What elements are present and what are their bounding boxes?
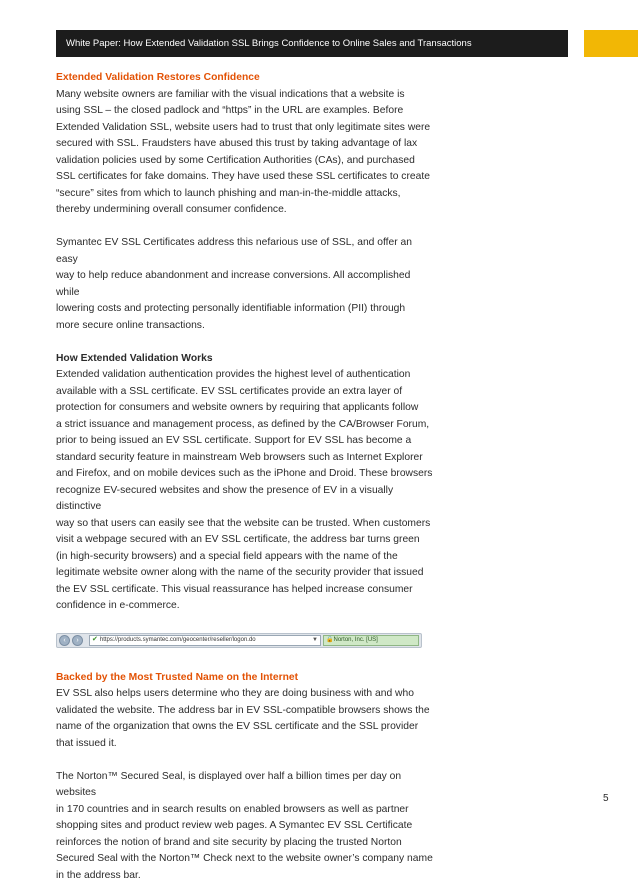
page-header [56,30,568,57]
padlock-icon: 🔒 [326,635,333,646]
paragraph-line: confidence in e-commerce. [56,598,436,615]
paragraph-line: shopping sites and product review web pages. A Symantec EV SSL Certificate [56,818,436,835]
paragraph-line: in 170 countries and in search results on enabled browsers as well as partner [56,802,436,819]
paragraph-line: protection for consumers and website owners by requiring that applicants follow [56,400,436,417]
paragraph-line: way so that users can easily see that the website can be trusted. When customers [56,516,436,533]
norton-check-icon: ✔ [92,635,98,646]
paragraph-line: secured with SSL. Fraudsters have abused this trust by taking advantage of lax [56,136,436,153]
paragraph-line: The Norton™ Secured Seal, is displayed over half a billion times per day on websites [56,769,436,802]
paragraph-line: “secure” sites from which to launch phishing and man-in-the-middle attacks, [56,186,436,203]
paragraph-line: Extended Validation SSL, website users had to trust that only legitimate sites were [56,120,436,137]
paragraph-line: using SSL – the closed padlock and “https” in the URL are examples. Before [56,103,436,120]
section-heading-ev-restores: Extended Validation Restores Confidence [56,70,436,87]
paragraph-line: name of the organization that owns the EV SSL certificate and the SSL provider [56,719,436,736]
main-content [56,70,436,884]
paragraph-line: legitimate website owner along with the name of the security provider that issued [56,565,436,582]
paragraph-line: reinforces the notion of brand and site security by placing the trusted Norton [56,835,436,852]
forward-arrow-icon: › [72,635,83,646]
paragraph-line: Secured Seal with the Norton™ Check next to the website owner’s company name [56,851,436,868]
section-heading-trusted-name: Backed by the Most Trusted Name on the Internet [56,670,436,687]
header-accent-block [584,30,638,57]
paragraph-line: lowering costs and protecting personally identifiable information (PII) through [56,301,436,318]
paragraph-line: standard security feature in mainstream Web browsers such as Internet Explorer [56,450,436,467]
paragraph-line: (in high-security browsers) and a special field appears with the name of the [56,549,436,566]
header-title: White Paper: How Extended Validation SSL Brings Confidence to Online Sales and Transactions [66,38,472,49]
address-url: https://products.symantec.com/geocenter/reseller/logon.do [100,635,256,646]
paragraph-line: thereby undermining overall consumer confidence. [56,202,436,219]
paragraph-line: way to help reduce abandonment and increase conversions. All accomplished while [56,268,436,301]
back-arrow-icon: ‹ [59,635,70,646]
paragraph-line: EV SSL also helps users determine who they are doing business with and who [56,686,436,703]
paragraph-line: Many website owners are familiar with the visual indications that a website is [56,87,436,104]
page-number: 5 [603,793,609,804]
paragraph-line: more secure online transactions. [56,318,436,335]
dropdown-arrow-icon: ▼ [312,635,320,646]
ev-owner-name: Norton, Inc. [US] [333,635,377,646]
paragraph-line: available with a SSL certificate. EV SSL certificates provide an extra layer of [56,384,436,401]
paragraph-line: validation policies used by some Certification Authorities (CAs), and purchased [56,153,436,170]
paragraph-line: prior to being issued an EV SSL certificate. Support for EV SSL has become a [56,433,436,450]
paragraph-line: that issued it. [56,736,436,753]
paragraph-line: the EV SSL certificate. This visual reassurance has helped increase consumer [56,582,436,599]
section-heading-how-ev-works: How Extended Validation Works [56,351,436,368]
paragraph-line: and Firefox, and on mobile devices such as the iPhone and Droid. These browsers [56,466,436,483]
address-field [89,635,321,646]
paragraph-line: Symantec EV SSL Certificates address this nefarious use of SSL, and offer an easy [56,235,436,268]
browser-address-bar-figure [56,633,422,648]
paragraph-line: in the address bar. [56,868,436,884]
paragraph-line: recognize EV-secured websites and show the presence of EV in a visually distinctive [56,483,436,516]
paragraph-line: visit a webpage secured with an EV SSL certificate, the address bar turns green [56,532,436,549]
paragraph-line: a strict issuance and management process, as defined by the CA/Browser Forum, [56,417,436,434]
paragraph-line: validated the website. The address bar in EV SSL-compatible browsers shows the [56,703,436,720]
paragraph-line: SSL certificates for fake domains. They have used these SSL certificates to create [56,169,436,186]
ev-identity-field [323,635,419,646]
paragraph-line: Extended validation authentication provides the highest level of authentication [56,367,436,384]
